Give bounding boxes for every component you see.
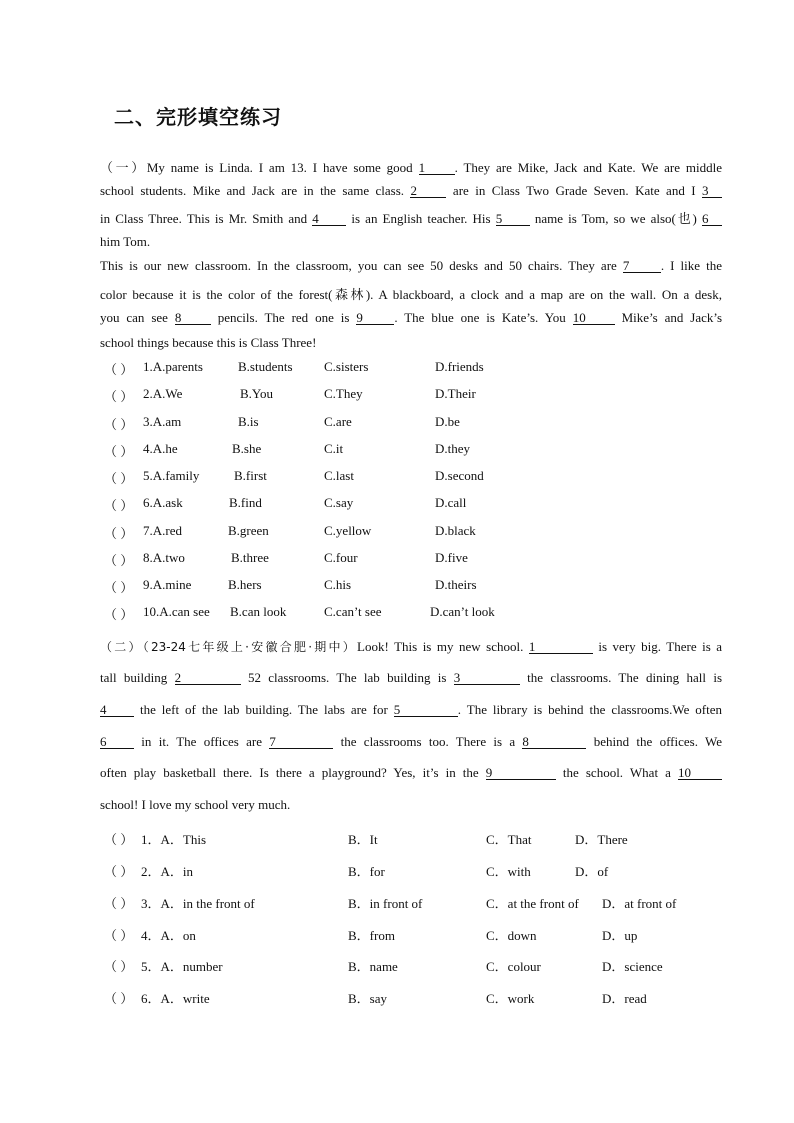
s2-line-3 bbox=[100, 702, 722, 718]
blank-2[interactable]: 2 bbox=[175, 671, 241, 685]
option-d: D.black bbox=[435, 523, 476, 538]
s1-line-5 bbox=[100, 258, 722, 274]
s1-line-2 bbox=[100, 183, 722, 199]
option-b: B.You bbox=[240, 386, 274, 401]
blank-1[interactable]: 1 bbox=[419, 161, 455, 175]
s2-line-2 bbox=[100, 670, 722, 686]
passage-text: 52 classrooms. The lab building is bbox=[247, 670, 447, 685]
passage-text: the classrooms. The dining hall is bbox=[527, 670, 723, 685]
option-c: C．work bbox=[486, 991, 535, 1006]
passage-text: . The library is behind the classrooms.We often bbox=[457, 702, 722, 717]
option-b: B.can look bbox=[230, 604, 287, 619]
blank-10[interactable]: 10 bbox=[678, 766, 722, 780]
passage-text: Mike’s and Jack’s bbox=[621, 310, 723, 325]
blank-2[interactable]: 2 bbox=[410, 184, 446, 198]
option-d: D.theirs bbox=[435, 577, 477, 592]
blank-7[interactable]: 7 bbox=[623, 259, 661, 273]
s2-line-6: school! I love my school very much. bbox=[100, 797, 291, 812]
option-d: D．at front of bbox=[602, 896, 677, 911]
option-a: 2.A.We bbox=[143, 386, 183, 401]
s1-line-7 bbox=[100, 310, 722, 326]
passage-text: school students. Mike and Jack are in the same class. bbox=[100, 183, 405, 198]
option-d: D.Their bbox=[435, 386, 476, 401]
option-d: D．up bbox=[602, 928, 638, 943]
passage-text: behind the offices. We bbox=[593, 734, 723, 749]
answer-paren[interactable]: （ ） bbox=[104, 417, 134, 432]
s2-line-5 bbox=[100, 765, 722, 781]
option-d: D．science bbox=[602, 959, 663, 974]
answer-paren[interactable]: （ ） bbox=[104, 896, 134, 911]
option-b: B.students bbox=[238, 359, 293, 374]
answer-paren[interactable]: （ ） bbox=[104, 832, 134, 847]
option-d: D.five bbox=[435, 550, 468, 565]
option-c: C.four bbox=[324, 550, 358, 565]
option-c: C．That bbox=[486, 832, 532, 847]
blank-6[interactable]: 6 bbox=[100, 735, 134, 749]
blank-3[interactable]: 3 bbox=[454, 671, 520, 685]
s1-line-1 bbox=[100, 157, 722, 176]
answer-paren[interactable]: （ ） bbox=[104, 471, 134, 486]
option-a: 2．A．in bbox=[141, 864, 194, 879]
option-c: C.can’t see bbox=[324, 604, 382, 619]
blank-6[interactable]: 6 bbox=[702, 212, 722, 226]
option-b: B．name bbox=[348, 959, 398, 974]
blank-4[interactable]: 4 bbox=[312, 212, 346, 226]
passage-text: . They are Mike, Jack and Kate. We are middle bbox=[454, 160, 722, 175]
answer-paren[interactable]: （ ） bbox=[104, 959, 134, 974]
answer-paren[interactable]: （ ） bbox=[104, 580, 134, 595]
option-a: 8.A.two bbox=[143, 550, 185, 565]
option-c: C.sisters bbox=[324, 359, 369, 374]
passage-text: the school. What a bbox=[562, 765, 671, 780]
passage-text: pencils. The red one is bbox=[217, 310, 350, 325]
option-b: B.she bbox=[232, 441, 262, 456]
passage-text: the classrooms too. There is a bbox=[340, 734, 516, 749]
blank-3[interactable]: 3 bbox=[702, 184, 722, 198]
page-title: 二、完形填空练习 bbox=[114, 105, 282, 129]
option-b: B.hers bbox=[228, 577, 262, 592]
option-d: D．There bbox=[575, 832, 628, 847]
option-a: 5．A．number bbox=[141, 959, 223, 974]
blank-4[interactable]: 4 bbox=[100, 703, 134, 717]
option-b: B.find bbox=[229, 495, 262, 510]
s2-line-4 bbox=[100, 734, 722, 750]
option-b: B.is bbox=[238, 414, 259, 429]
option-a: 1．A．This bbox=[141, 832, 207, 847]
blank-7[interactable]: 7 bbox=[269, 735, 333, 749]
option-c: C．colour bbox=[486, 959, 541, 974]
option-a: 3.A.am bbox=[143, 414, 182, 429]
option-d: D.be bbox=[435, 414, 460, 429]
passage-text: . I like the bbox=[660, 258, 722, 273]
s1-line-4: him Tom. bbox=[100, 234, 151, 249]
passage-text: is very big. There is a bbox=[598, 639, 723, 654]
option-d: D.call bbox=[435, 495, 467, 510]
blank-10[interactable]: 10 bbox=[573, 311, 615, 325]
option-a: 9.A.mine bbox=[143, 577, 192, 592]
blank-8[interactable]: 8 bbox=[175, 311, 211, 325]
s1-line-3 bbox=[100, 208, 722, 227]
option-b: B.green bbox=[228, 523, 269, 538]
answer-paren[interactable]: （ ） bbox=[104, 928, 134, 943]
answer-paren[interactable]: （ ） bbox=[104, 526, 134, 541]
section-label: （一） bbox=[100, 160, 147, 175]
option-c: C．with bbox=[486, 864, 531, 879]
option-d: D．of bbox=[575, 864, 609, 879]
blank-9[interactable]: 9 bbox=[356, 311, 394, 325]
option-a: 4.A.he bbox=[143, 441, 178, 456]
passage-text: My name is Linda. I am 13. I have some good bbox=[146, 160, 413, 175]
option-b: B.first bbox=[234, 468, 267, 483]
section-label: （二）（23-24七年级上·安徽合肥·期中） bbox=[100, 640, 358, 654]
passage-text: . The blue one is Kate’s. You bbox=[394, 310, 566, 325]
option-b: B.three bbox=[231, 550, 269, 565]
option-d: D.friends bbox=[435, 359, 484, 374]
option-b: B．say bbox=[348, 991, 388, 1006]
option-d: D.they bbox=[435, 441, 471, 456]
option-c: C.are bbox=[324, 414, 352, 429]
passage-text: is an English teacher. His bbox=[351, 211, 491, 226]
option-b: B．for bbox=[348, 864, 385, 879]
answer-paren[interactable]: （ ） bbox=[104, 864, 134, 879]
answer-paren[interactable]: （ ） bbox=[104, 607, 134, 622]
answer-paren[interactable]: （ ） bbox=[104, 498, 134, 513]
s1-line-8: school things because this is Class Three! bbox=[100, 335, 317, 350]
blank-1[interactable]: 1 bbox=[529, 640, 593, 654]
s2-line-1 bbox=[100, 638, 722, 655]
passage-text: in it. The offices are bbox=[141, 734, 263, 749]
answer-paren[interactable]: （ ） bbox=[104, 553, 134, 568]
blank-5[interactable]: 5 bbox=[496, 212, 530, 226]
option-c: C.say bbox=[324, 495, 354, 510]
answer-paren[interactable]: （ ） bbox=[104, 444, 134, 459]
passage-text: the left of the lab building. The labs are for bbox=[139, 702, 388, 717]
option-c: C．down bbox=[486, 928, 537, 943]
passage-text: you can see bbox=[100, 310, 168, 325]
option-a: 6．A．write bbox=[141, 991, 210, 1006]
option-a: 10.A.can see bbox=[143, 604, 210, 619]
passage-text: name is Tom, so we also(也) bbox=[534, 211, 697, 226]
passage-text: Look! This is my new school. bbox=[357, 639, 524, 654]
option-d: D．read bbox=[602, 991, 647, 1006]
passage-text: are in Class Two Grade Seven. Kate and I bbox=[452, 183, 696, 198]
option-c: C.his bbox=[324, 577, 352, 592]
passage-text: tall building bbox=[100, 670, 168, 685]
option-c: C.yellow bbox=[324, 523, 372, 538]
passage-text: This is our new classroom. In the classroom, you can see 50 desks and 50 chairs. They are bbox=[100, 258, 617, 273]
option-c: C．at the front of bbox=[486, 896, 579, 911]
passage-text: in Class Three. This is Mr. Smith and bbox=[100, 211, 308, 226]
option-a: 4．A．on bbox=[141, 928, 196, 943]
option-d: D.second bbox=[435, 468, 484, 483]
option-a: 3．A．in the front of bbox=[141, 896, 255, 911]
answer-paren[interactable]: （ ） bbox=[104, 991, 134, 1006]
option-b: B．It bbox=[348, 832, 378, 847]
option-c: C.last bbox=[324, 468, 354, 483]
s1-line-6: color because it is the color of the forest(森林). A blackboard, a clock and a map are on the wall. On a desk, bbox=[100, 287, 722, 302]
passage-text: often play basketball there. Is there a playground? Yes, it’s in the bbox=[100, 765, 479, 780]
answer-paren[interactable]: （ ） bbox=[104, 389, 134, 404]
option-d: D.can’t look bbox=[430, 604, 495, 619]
option-a: 1.A.parents bbox=[143, 359, 203, 374]
option-a: 6.A.ask bbox=[143, 495, 183, 510]
option-b: B．in front of bbox=[348, 896, 423, 911]
option-b: B．from bbox=[348, 928, 395, 943]
blank-8[interactable]: 8 bbox=[522, 735, 586, 749]
blank-5[interactable]: 5 bbox=[394, 703, 458, 717]
option-c: C.it bbox=[324, 441, 344, 456]
option-a: 5.A.family bbox=[143, 468, 200, 483]
option-c: C.They bbox=[324, 386, 363, 401]
blank-9[interactable]: 9 bbox=[486, 766, 556, 780]
answer-paren[interactable]: （ ） bbox=[104, 362, 134, 377]
option-a: 7.A.red bbox=[143, 523, 182, 538]
